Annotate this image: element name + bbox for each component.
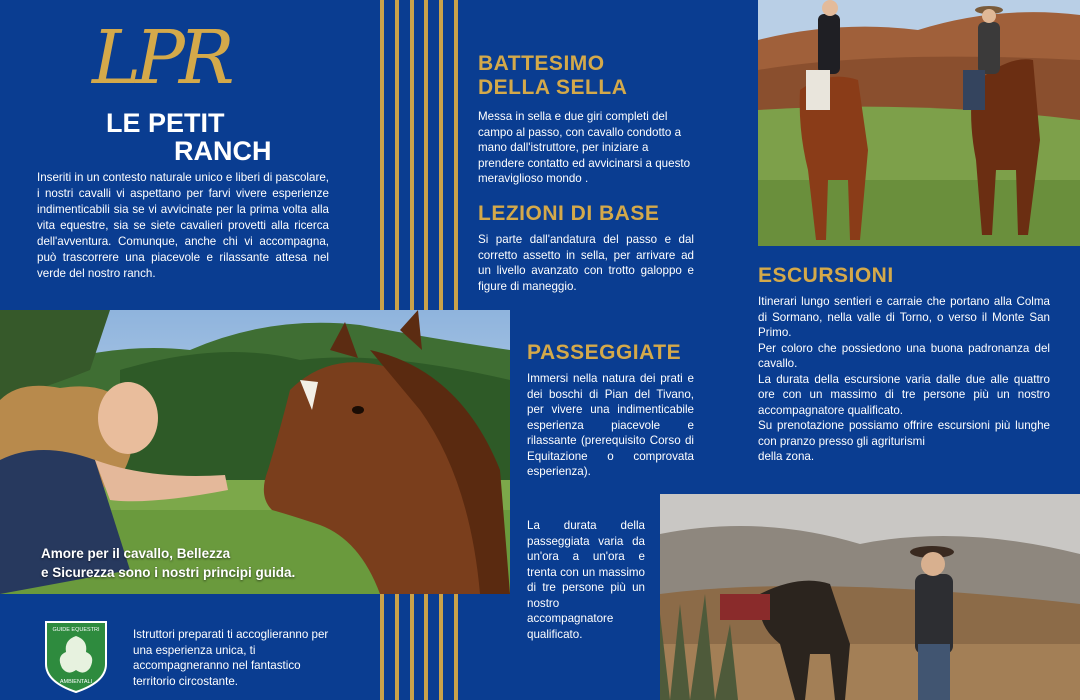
caption-line2: e Sicurezza sono i nostri principi guida.	[41, 565, 296, 580]
brand-logo	[88, 8, 288, 166]
section-title-passeggiate: PASSEGGIATE	[527, 341, 682, 364]
badge-text-top: GUIDE EQUESTRI	[52, 627, 100, 633]
brand-name-line2: RANCH	[174, 136, 272, 166]
misty-rider-photo	[660, 494, 1080, 700]
battesimo-text: Messa in sella e due giri completi del campo al passo, con cavallo condotto a mano dall'istruttore, per iniziare a prendere contatto ed avvicinarsi a questo meraviglioso mondo .	[478, 110, 691, 185]
escursioni-text: Itinerari lungo sentieri e carraie che portano alla Colma di Sormano, nella valle di Torno, o verso il Monte San Primo. Per coloro che possiedono una buona padronanza del cavallo. La durata della escursione varia dalle due alle quattro ore con un massimo di tre persone più un nostro accompagnatore qualificato. Su prenotazione possiamo offrire escursioni più lunghe con pranzo presso gli agriturismi della zona.	[758, 295, 1050, 463]
badge-text-bottom: AMBIENTALI	[59, 679, 93, 685]
intro-text: Inseriti in un contesto naturale unico e liberi di pascolare, i nostri cavalli vi aspettano per farvi vivere esperienze indimenticabili sia se vi avvicinate per la prima volta alla vita equestre, sia se siete cavalieri provetti alla ricerca dell'avventura. Comunque, anche chi vi accompagna, può trascorrere una piacevole e rilassante attesa nel verde del nostro ranch.	[37, 171, 329, 280]
guide-equestri-badge	[44, 620, 108, 694]
badge-description: Istruttori preparati ti accoglieranno per una esperienza unica, ti accompagneranno nel fantastico territorio circostante.	[133, 628, 329, 688]
riders-photo	[758, 0, 1080, 246]
passeggiate-text2: La durata della passeggiata varia da un'ora a un'ora e trenta con un massimo di tre persone più un nostro accompagnatore qualificato.	[527, 519, 645, 641]
passeggiate-text1: Immersi nella natura dei prati e dei boschi di Pian del Tivano, per vivere una indimenticabile esperienza piacevole e rilassante (prerequisito Corso di Equitazione o comprovata esperienza).	[527, 372, 694, 478]
lezioni-text: Si parte dall'andatura del passo e dal corretto assetto in sella, per arrivare ad un livello avanzato con trotto galoppo e figure di maneggio.	[478, 233, 694, 293]
brand-name-line1: LE PETIT	[106, 108, 225, 138]
section-title-lezioni: LEZIONI DI BASE	[478, 202, 660, 225]
caption-line1: Amore per il cavallo, Bellezza	[41, 546, 231, 561]
section-title-battesimo	[478, 52, 627, 100]
logo-monogram: LPR	[92, 15, 229, 101]
battesimo-title-line2: DELLA SELLA	[478, 76, 628, 99]
photo-caption	[41, 544, 295, 582]
section-title-escursioni: ESCURSIONI	[758, 264, 894, 287]
battesimo-title-line1: BATTESIMO	[478, 52, 605, 75]
